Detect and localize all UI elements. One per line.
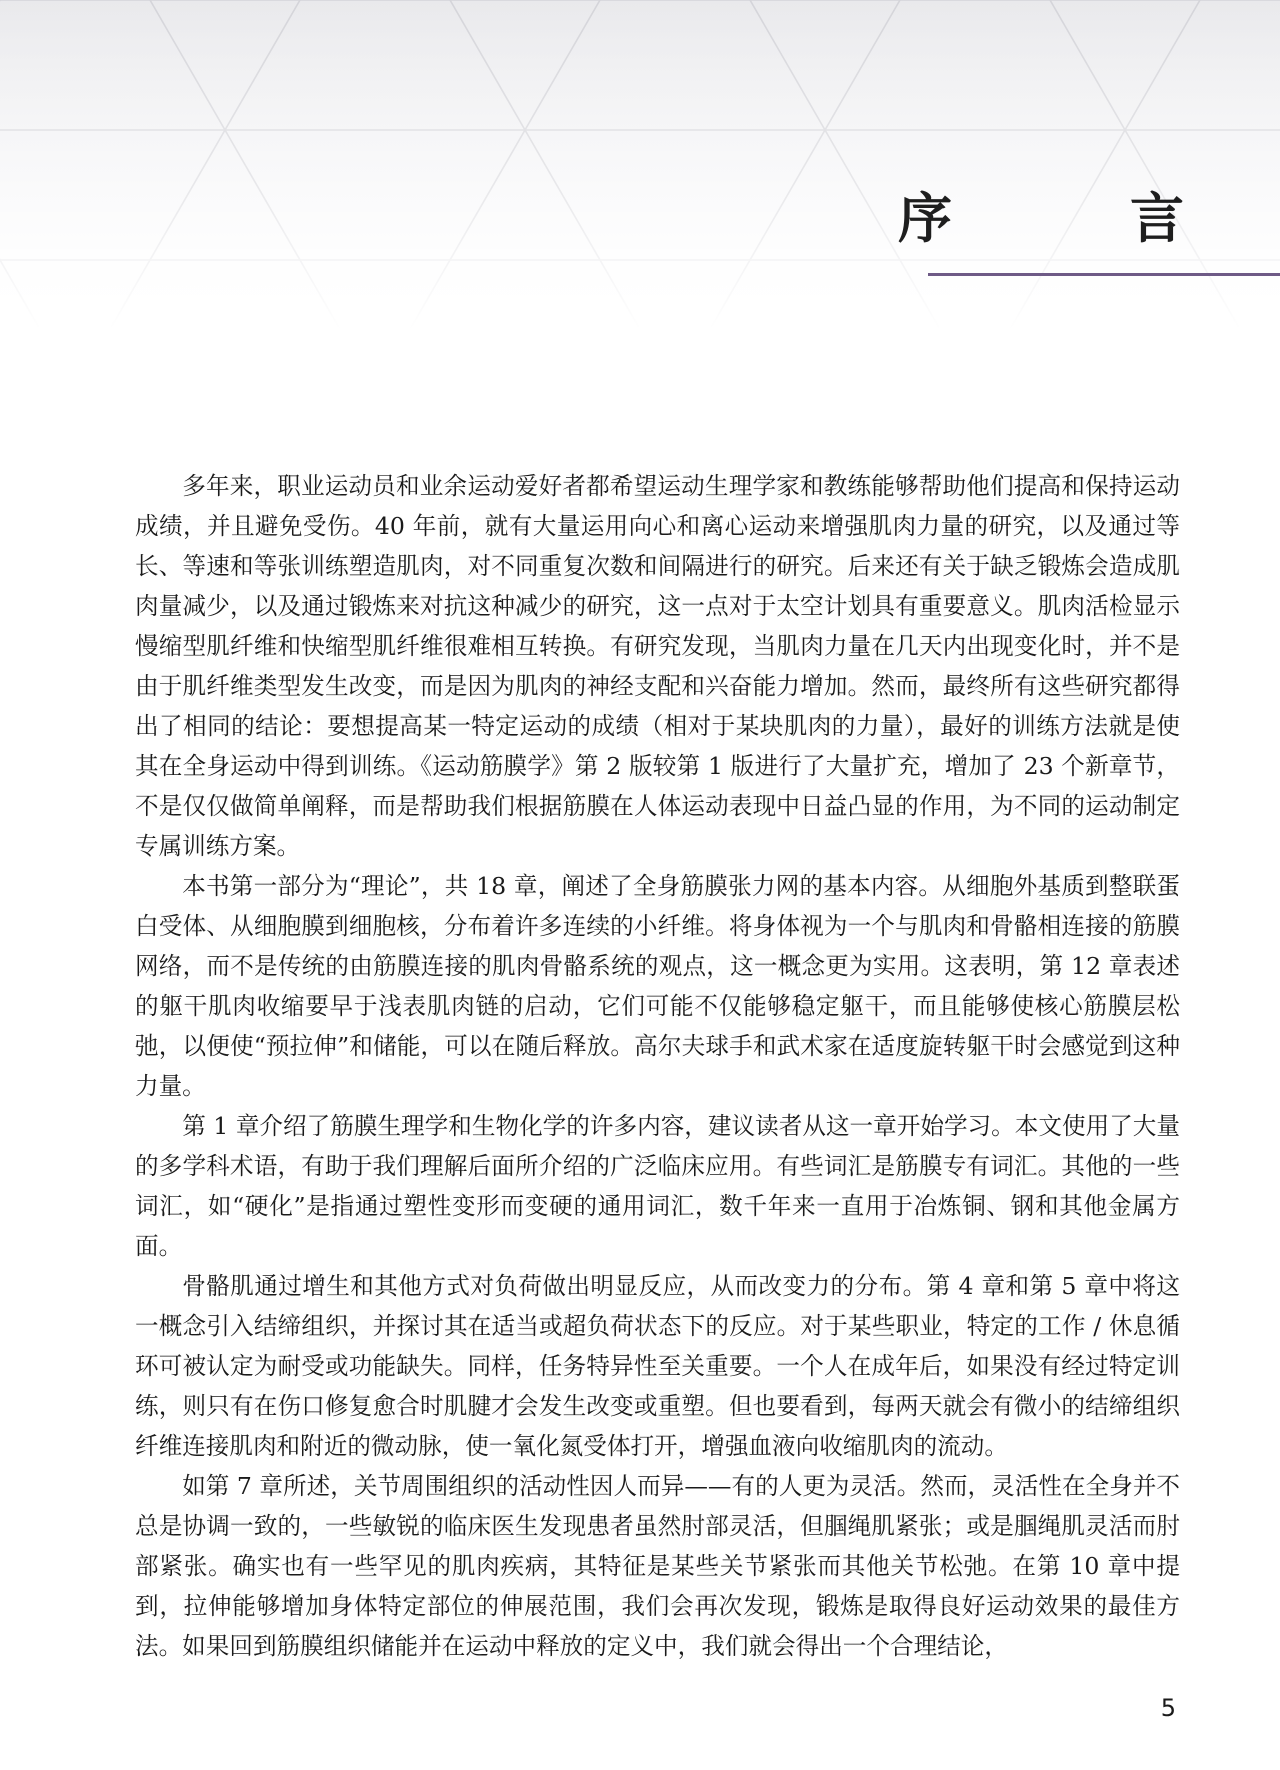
page-number: 5 — [1160, 1694, 1176, 1722]
paragraph: 第 1 章介绍了筋膜生理学和生物化学的许多内容，建议读者从这一章开始学习。本文使用了大量的多学科术语，有助于我们理解后面所介绍的广泛临床应用。有些词汇是筋膜专有词汇。其他的一些词汇，如“硬化”是指通过塑性变形而变硬的通用词汇，数千年来一直用于冶炼铜、钢和其他金属方面。 — [135, 1112, 1180, 1260]
body-text — [135, 466, 1180, 1666]
header-background — [0, 0, 1280, 330]
paragraph: 如第 7 章所述，关节周围组织的活动性因人而异——有的人更为灵活。然而，灵活性在全身并不总是协调一致的，一些敏锐的临床医生发现患者虽然肘部灵活，但腘绳肌紧张；或是腘绳肌灵活而肘部紧张。确实也有一些罕见的肌肉疾病，其特征是某些关节紧张而其他关节松弛。在第 10 章中提到，拉伸能够增加身体特定部位的伸展范围，我们会再次发现，锻炼是取得良好运动效果的最佳方法。如果回到筋膜组织储能并在运动中释放的定义中，我们就会得出一个合理结论， — [135, 1472, 1180, 1660]
title-underline — [928, 273, 1280, 276]
page-title: 序 言 — [898, 187, 1246, 250]
paragraph: 本书第一部分为“理论”，共 18 章，阐述了全身筋膜张力网的基本内容。从细胞外基质到整联蛋白受体、从细胞膜到细胞核，分布着许多连续的小纤维。将身体视为一个与肌肉和骨骼相连接的筋膜网络，而不是传统的由筋膜连接的肌肉骨骼系统的观点，这一概念更为实用。这表明，第 12 章表述的躯干肌肉收缩要早于浅表肌肉链的启动，它们可能不仅能够稳定躯干，而且能够使核心筋膜层松弛，以便使“预拉伸”和储能，可以在随后释放。高尔夫球手和武术家在适度旋转躯干时会感觉到这种力量。 — [135, 872, 1180, 1100]
paragraph: 多年来，职业运动员和业余运动爱好者都希望运动生理学家和教练能够帮助他们提高和保持运动成绩，并且避免受伤。40 年前，就有大量运用向心和离心运动来增强肌肉力量的研究，以及通过等长、等速和等张训练塑造肌肉，对不同重复次数和间隔进行的研究。后来还有关于缺乏锻炼会造成肌肉量减少，以及通过锻炼来对抗这种减少的研究，这一点对于太空计划具有重要意义。肌肉活检显示慢缩型肌纤维和快缩型肌纤维很难相互转换。有研究发现，当肌肉力量在几天内出现变化时，并不是由于肌纤维类型发生改变，而是因为肌肉的神经支配和兴奋能力增加。然而，最终所有这些研究都得出了相同的结论：要想提高某一特定运动的成绩（相对于某块肌肉的力量），最好的训练方法就是使其在全身运动中得到训练。《运动筋膜学》第 2 版较第 1 版进行了大量扩充，增加了 23 个新章节，不是仅仅做简单阐释，而是帮助我们根据筋膜在人体运动表现中日益凸显的作用，为不同的运动制定专属训练方案。 — [135, 472, 1180, 860]
paragraph: 骨骼肌通过增生和其他方式对负荷做出明显反应，从而改变力的分布。第 4 章和第 5 章中将这一概念引入结缔组织，并探讨其在适当或超负荷状态下的反应。对于某些职业，特定的工作 / 休息循环可被认定为耐受或功能缺失。同样，任务特异性至关重要。一个人在成年后，如果没有经过特定训练，则只有在伤口修复愈合时肌腱才会发生改变或重塑。但也要看到，每两天就会有微小的结缔组织纤维连接肌肉和附近的微动脉，使一氧化氮受体打开，增强血液向收缩肌肉的流动。 — [135, 1272, 1180, 1460]
